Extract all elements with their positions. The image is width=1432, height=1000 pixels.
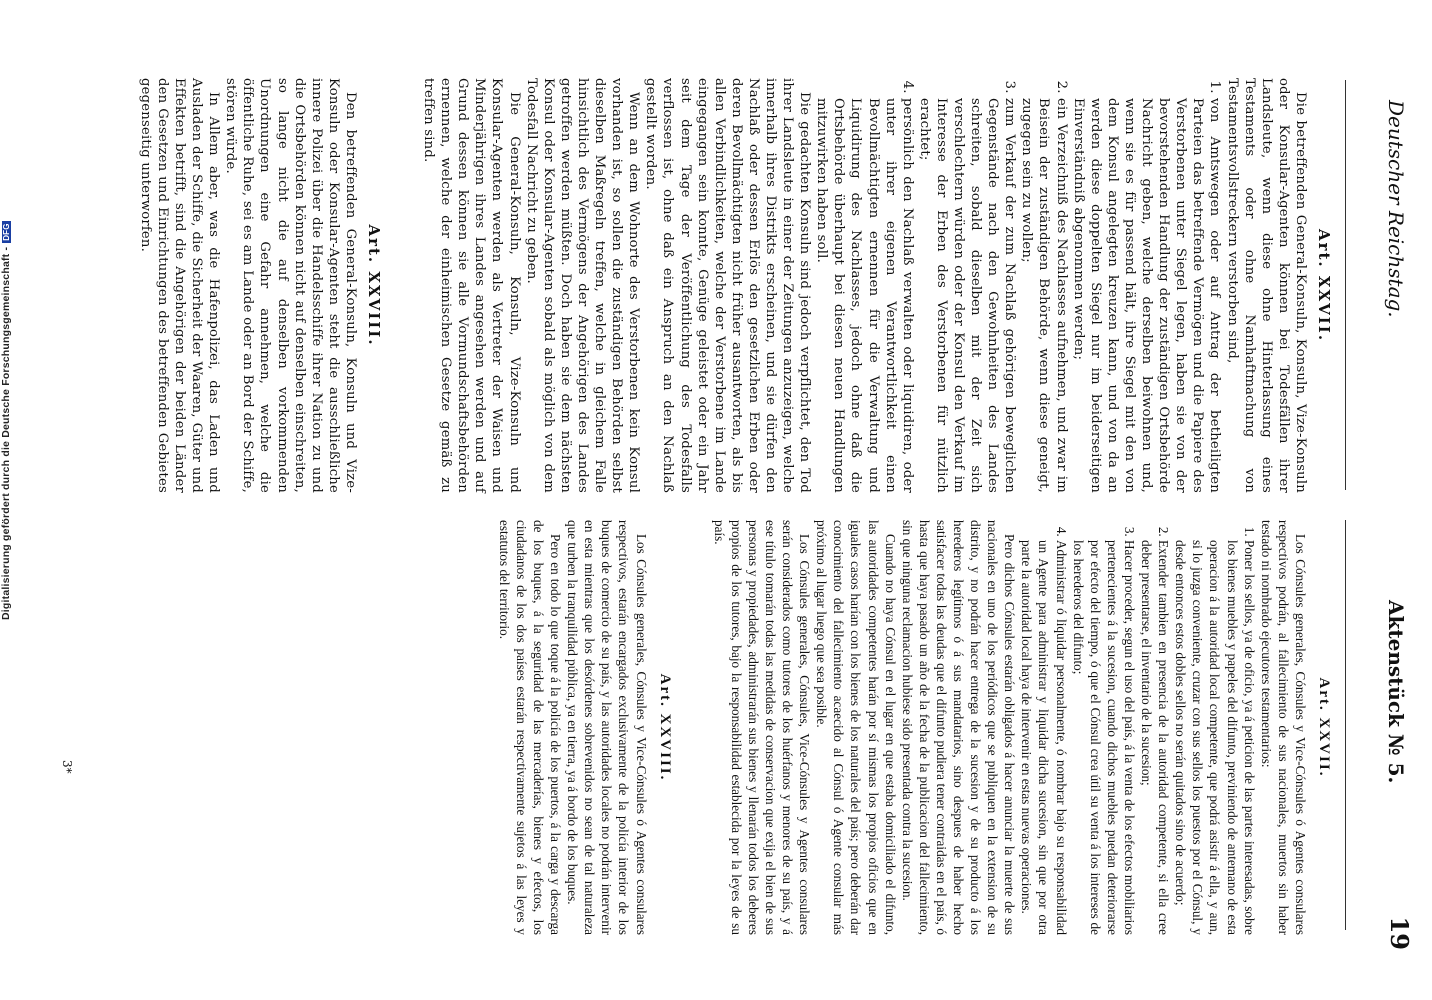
german-art27-item: 1. von Amtswegen oder auf Antrag der betheiligten Parteien das betreffende Vermögen und die Papiere des Verstorbenen unter Siegel legen, haben sie von der bevorstehenden Handlung der zuständigen Ortsbehörde Nachricht geben, welche derselben beiwohnen und, wenn sie es für passend hält, ihre Siegel mit den von dem Konsul angelegten kreuzen kann, und von da an werden diese doppelten Siegel nur im beiderseitigen Einverständniß abgenommen werden; [1070, 98, 1224, 493]
german-art27-intro: Die betreffenden General-Konsuln, Konsuln, Vize-Konsuln oder Konsular-Agenten können bei Todesfällen ihrer Landsleute, wenn diese ohne Hinterlassung eines Testaments oder ohne Namhaftmachung von Testamentsvollstreckern verstorben sind, [1224, 78, 1308, 493]
german-art27-list [813, 78, 1223, 493]
spanish-column [496, 520, 1336, 935]
spanish-art27-item: 3. Hacer proceder, segun el uso del país, á la venta de los efectos mobiliarios pertenecientes á la sucesion, cuando dichos muebles puedan deteriorarse por efecto del tiempo, ó que el Cónsul crea útil su venta á los intereses de los herederos del difunto; [1070, 540, 1138, 935]
header-rule-left [1345, 80, 1346, 490]
running-head [1374, 40, 1414, 960]
spanish-art27-list [1018, 520, 1257, 935]
spanish-art27-paragraph: Pero dichos Cónsules estarán obligados á hacer anunciar la muerte de sus nacionales en uno de los periódicos que se publiquen en la extension de su distrito, y no podrán hacer entrega de la sucesion y de su producto á los herederos legítimos ó á sus mandatarios, sino despues de haber hecho satisfacer todas las deudas que el difunto pudiera tener contraidas en el país, ó hasta que haya pasado un año de la fecha de la publicacion del fallecimiento, sin que ninguna reclamacion hubiese sido presentada contra la sucesion. [899, 520, 1018, 935]
spanish-art27-paragraph: Los Cónsules generales, Cónsules, Vice-Cónsules y Agentes consulares serán considerados como tutores de los huérfanos y menores de su país, y á ese título tomarán todas las medidas de conservacion que exija el bien de sus personas y propiedades, administrarán sus bienes y llenarán todos los deberes propios de los tutores, bajo la responsabilidad establecida por la leyes de su país. [711, 520, 813, 935]
spanish-art28-paragraph: Pero en todo lo que toque á la policía de los puertos, á la carga y descarga de los buques, á la seguridad de las mercaderías, bienes y efectos, los ciudadanos de los dos países estarán respectivamente sujetos á las leyes y estatutos del territorio. [496, 520, 564, 935]
german-art28-paragraph: Den betreffenden General-Konsuln, Konsuln und Vize-Konsuln oder Konsular-Agenten steht die ausschließliche innere Polizei über die Handelsschiffe ihrer Nation zu und die Ortsbehörden können nicht auf denselben einschreiten, so lange nicht die auf denselben vorkommenden Unordnungen eine Gefahr annehmen, welche die öffentliche Ruhe, sei es am Lande oder an Bord der Schiffe, stören würde. [223, 78, 358, 493]
german-art27-paragraph: Die General-Konsuln, Konsuln, Vize-Konsuln und Konsular-Agenten werden als Vertreter der Waisen und Minderjährigen ihres Landes angesehen werden und auf Grund dessen können sie alle Vormundschaftsbehörden ernennen, welche der einheimischen Gesetze gemäß zu treffen sind. [421, 78, 522, 493]
spanish-art27-heading: Art. XXVII. [1316, 677, 1332, 778]
header-rule-right [1345, 520, 1346, 930]
dfg-logo-icon: DFG [2, 223, 11, 241]
header-left-title: Deutscher Reichstag. [1384, 100, 1408, 318]
german-art27-heading: Art. XXVII. [1315, 228, 1333, 343]
german-art27-item: 2. ein Verzeichniß des Nachlasses aufnehmen, und zwar im Beisein der zuständigen Behörde, wenn diese geneigt, zugegen sein zu wollen; [1018, 98, 1069, 493]
spanish-art27-item: 2. Extender tambien en presencia de la autoridad competente, si ella cree deber presentarse, el inventario de la sucesion; [1138, 540, 1172, 935]
spanish-art27-paragraph: Cuando no haya Cónsul en el lugar en que estaba domiciliado el difunto, las autoridades competentes harán por sí mismas los propios oficios que en iguales casos harían con los bienes de los naturales del país; pero deberán dar conocimiento del fallecimiento acaecido al Cónsul ó Agente consular más próximo al lugar luego que sea posible. [814, 520, 898, 935]
german-art27-paragraph: Wenn an dem Wohnorte des Verstorbenen kein Konsul vorhanden ist, so sollen die zuständigen Behörden selbst dieselben Maßregeln treffen, welche in gleichem Falle hinsichtlich des Vermögens der Angehörigen des Landes getroffen werden müßten. Doch haben sie dem nächsten Konsul oder Konsular-Agenten sobald als möglich von dem Todesfall Nachricht zu geben. [523, 78, 642, 493]
credit-text: Digitalisierung gefördert durch die Deutsche Forschungsgemeinschaft - [0, 246, 12, 620]
spanish-art28-paragraph: Los Cónsules generales, Cónsules y Vice-Cónsules ó Agentes consulares respectivos, estarán encargados exclusivamente de la policía interior de los buques de comercio de su país, y las autoridades locales no podrán intervenir en esta mientras que los desórdenes sobrevenidos no sean de tal naturaleza que turben la tranquilidad pública, ya en tierra, ya á bordo de los buques. [565, 520, 649, 935]
german-art27-item: 3. zum Verkauf der zum Nachlaß gehörigen beweglichen Gegenstände nach den Gewohnheiten des Landes schreiten, sobald dieselben mit der Zeit sich verschlechtern würden oder der Konsul den Verkauf im Interesse der Erben des Verstorbenen für nützlich erachtet; [916, 98, 1019, 493]
spanish-art28-heading: Art. XXVIII. [656, 673, 673, 782]
page-number: 19 [1385, 916, 1414, 950]
digitization-credit [0, 223, 18, 620]
spanish-art27-item: 4. Administrar ó liquidar personalmente, ó nombrar bajo su responsabilidad un Agente para administrar y liquidar dicha sucesion, sin que por otra parte la autoridad local haya de intervenir en estas nuevas operaciones. [1018, 540, 1069, 935]
german-art27-item: 4. persönlich den Nachlaß verwalten oder liquidiren, oder unter ihrer eigenen Verantwortlichkeit einen Bevollmächtigten ernennen für die Verwaltung und Liquidirung des Nachlasses, jedoch ohne daß die Ortsbehörde überhaupt bei diesen neuen Handlungen mitzuwirken haben soll. [813, 98, 916, 493]
german-art27-paragraph: Die gedachten Konsuln sind jedoch verpflichtet, den Tod ihrer Landsleute in einer der Zeitungen anzuzeigen, welche innerhalb ihres Distrikts erscheinen, und sie dürfen den Nachlaß oder dessen Erlös den gesetzlichen Erben oder deren Bevollmächtigten nicht früher ausantworten, als bis allen Verbindlichkeiten, welche der Verstorbene im Lande eingegangen sein konnte, Genüge geleistet oder ein Jahr seit dem Tage der Veröffentlichung des Todesfalls verflossen ist, ohne daß ein Anspruch an den Nachlaß gestellt worden. [643, 78, 813, 493]
header-center-title: Aktenstück № 5. [1384, 600, 1408, 784]
german-column [137, 78, 1336, 493]
spanish-art27-item: 1. Poner los sellos, ya de oficio, ya á peticion de las partes interesadas, sobre los bienes muebles y papeles del difunto, previniendo de antemano de esta operacion á la autoridad local competente, que podrá asistir á ella, y aun, si lo juzga conveniente, cruzar con sus sellos los puestos por el Cónsul, y desde entonces estos dobles sellos no serán quitados sino de acuerdo; [1172, 540, 1257, 935]
signature-mark: 3* [60, 760, 74, 774]
spanish-art27-intro: Los Cónsules generales, Cónsules y Vice-Cónsules ó Agentes consulares respectivos podrán, al fallecimiento de sus nacionales, muertos sin haber testado ni nombrado ejecutores testamentarios: [1258, 520, 1308, 935]
german-art28-heading: Art. XXVIII. [365, 224, 384, 347]
german-art28-paragraph: In Allem aber, was die Hafenpolizei, das Laden und Ausladen der Schiffe, die Sicherheit der Waaren, Güter und Effekten betrifft, sind die Angehörigen der beiden Länder den Gesetzen und Einrichtungen des betreffenden Gebietes gegenseitig unterworfen. [137, 78, 222, 493]
